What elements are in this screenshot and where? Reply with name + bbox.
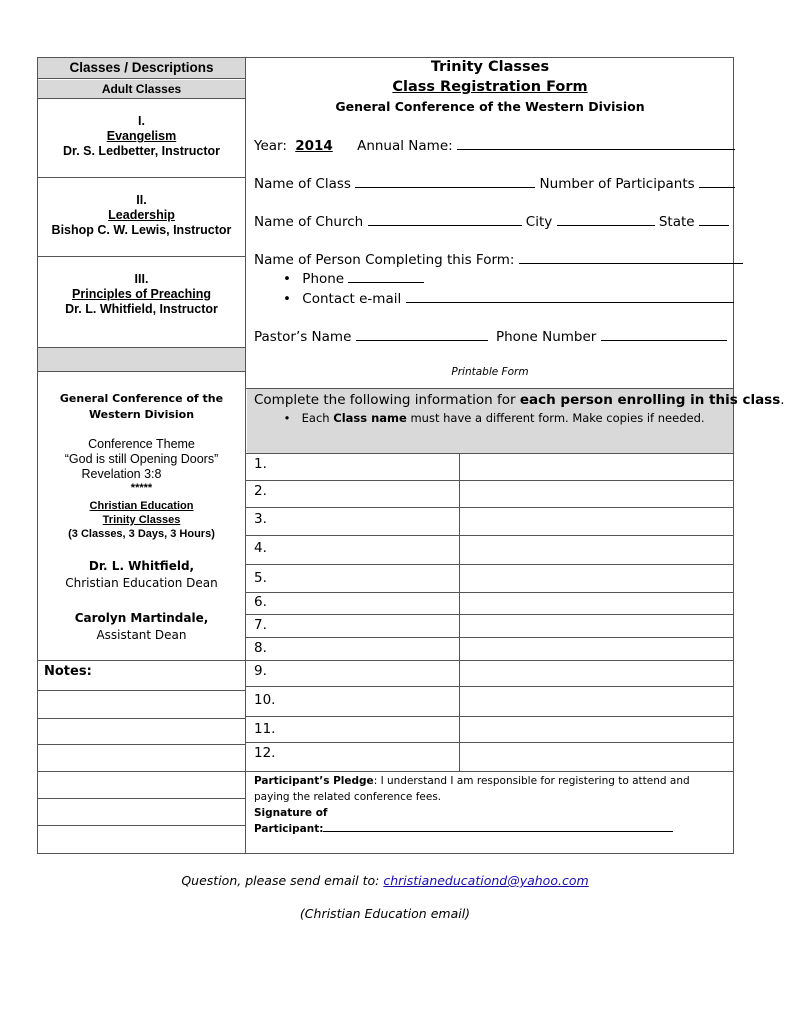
pledge-text <box>254 773 726 805</box>
bullet-bold: Class name <box>333 411 407 425</box>
bullet-post: must have a different form. Make copies if needed. <box>406 411 705 425</box>
pledge-body: : I understand I am responsible for registering to attend and paying the related conference fees. <box>254 775 690 803</box>
instruction-bullet <box>276 411 705 425</box>
dean-block <box>37 558 246 592</box>
class-name: Principles of Preaching <box>72 287 211 301</box>
assistant-title: Assistant Dean <box>96 628 187 642</box>
bullet-icon: • <box>283 291 291 307</box>
instruction-post: . <box>780 392 785 408</box>
bullet-pre: Each <box>301 411 334 425</box>
participant-row-12[interactable]: 12. <box>254 745 276 761</box>
year-value[interactable]: 2014 <box>295 138 333 154</box>
state-label: State <box>658 214 695 230</box>
participant-row-6[interactable]: 6. <box>254 594 267 610</box>
conference-line-2: Western Division <box>88 408 195 421</box>
state-field[interactable] <box>699 213 729 226</box>
pledge-label: Participant’s Pledge <box>254 775 374 787</box>
ce-detail: (3 Classes, 3 Days, 3 Hours) <box>68 528 215 540</box>
ce-subtitle: Trinity Classes <box>102 514 181 526</box>
city-label: City <box>525 214 553 230</box>
phone-label: Phone <box>302 271 345 287</box>
signature-field[interactable] <box>323 821 673 832</box>
instruction-bold: each person enrolling in this class <box>519 392 781 408</box>
email-link[interactable]: christianeducationd@yahoo.com <box>383 873 589 888</box>
participant-row-11[interactable]: 11. <box>254 721 276 737</box>
annual-name-label: Annual Name: <box>357 138 453 154</box>
dean-title: Christian Education Dean <box>65 576 218 590</box>
class-block-3 <box>37 272 246 317</box>
city-field[interactable] <box>557 213 655 226</box>
notes-label: Notes: <box>44 664 92 679</box>
class-instructor: Dr. S. Ledbetter, Instructor <box>63 144 220 158</box>
participant-row-9[interactable]: 9. <box>254 663 267 679</box>
class-instructor: Bishop C. W. Lewis, Instructor <box>51 223 232 237</box>
participant-row-2[interactable]: 2. <box>254 483 267 499</box>
signature-label-2: Participant: <box>254 823 324 835</box>
instruction-text <box>254 392 785 408</box>
pastor-label: Pastor’s Name <box>254 329 352 345</box>
person-row <box>254 251 743 268</box>
assistant-name: Carolyn Martindale, <box>74 611 209 625</box>
stars-divider: ***** <box>130 482 153 494</box>
class-name-label: Name of Class <box>254 176 351 192</box>
participants-label: Number of Participants <box>539 176 695 192</box>
pastor-phone-field[interactable] <box>601 328 727 341</box>
class-name-field[interactable] <box>355 175 535 188</box>
church-field[interactable] <box>368 213 522 226</box>
participant-row-4[interactable]: 4. <box>254 540 267 556</box>
conference-heading: General Conference of the Western Division <box>335 99 645 114</box>
form-title: Trinity Classes <box>430 59 550 75</box>
year-row <box>254 137 735 154</box>
instruction-pre: Complete the following information for <box>254 392 520 408</box>
bullet-icon: • <box>283 271 291 287</box>
footer-question <box>0 873 770 888</box>
participant-row-8[interactable]: 8. <box>254 640 267 656</box>
class-block-1 <box>37 114 246 159</box>
signature-label-1: Signature of <box>254 807 328 819</box>
conference-line-1: General Conference of the <box>59 392 224 405</box>
footer-email-note: (Christian Education email) <box>299 906 471 921</box>
class-numeral: II. <box>136 193 147 207</box>
signature-block <box>254 805 673 837</box>
participant-row-3[interactable]: 3. <box>254 511 267 527</box>
sidebar-header: Classes / Descriptions <box>69 60 214 75</box>
pastor-field[interactable] <box>356 328 488 341</box>
bullet-icon: • <box>283 411 291 425</box>
sidebar-subheader: Adult Classes <box>101 82 182 96</box>
form-subtitle: Class Registration Form <box>392 79 588 95</box>
class-numeral: I. <box>138 114 145 128</box>
conference-theme <box>37 437 246 494</box>
dean-name: Dr. L. Whitfield, <box>88 559 195 573</box>
pastor-phone-label: Phone Number <box>495 329 597 345</box>
printable-form-note: Printable Form <box>451 366 529 378</box>
participant-row-5[interactable]: 5. <box>254 570 267 586</box>
participant-row-7[interactable]: 7. <box>254 617 267 633</box>
person-label: Name of Person Completing this Form: <box>254 252 515 268</box>
sidebar-spacer-bg <box>38 348 245 371</box>
participant-row-1[interactable]: 1. <box>254 456 267 472</box>
church-label: Name of Church <box>254 214 364 230</box>
ce-title: Christian Education <box>89 500 194 512</box>
conference-name <box>37 391 246 423</box>
participants-field[interactable] <box>699 175 735 188</box>
email-row <box>276 290 734 307</box>
theme-verse: Revelation 3:8 <box>81 467 162 481</box>
phone-row <box>276 270 424 287</box>
participant-row-10[interactable]: 10. <box>254 692 276 708</box>
annual-name-field[interactable] <box>457 137 735 150</box>
person-field[interactable] <box>519 251 743 264</box>
class-name: Leadership <box>108 208 175 222</box>
phone-field[interactable] <box>348 270 424 283</box>
class-row <box>254 175 735 192</box>
theme-title: Conference Theme <box>88 437 195 451</box>
question-text: Question, please send email to: <box>181 873 384 888</box>
christian-education-block <box>37 499 246 541</box>
theme-quote: “God is still Opening Doors” <box>64 452 219 466</box>
class-instructor: Dr. L. Whitfield, Instructor <box>65 302 218 316</box>
class-name: Evangelism <box>106 129 177 143</box>
email-label: Contact e-mail <box>302 291 402 307</box>
assistant-dean-block <box>37 610 246 644</box>
year-label: Year: <box>254 138 287 154</box>
class-numeral: III. <box>134 272 149 286</box>
pastor-row <box>254 328 727 345</box>
church-row <box>254 213 729 230</box>
class-block-2 <box>37 193 246 238</box>
email-field[interactable] <box>406 290 734 303</box>
